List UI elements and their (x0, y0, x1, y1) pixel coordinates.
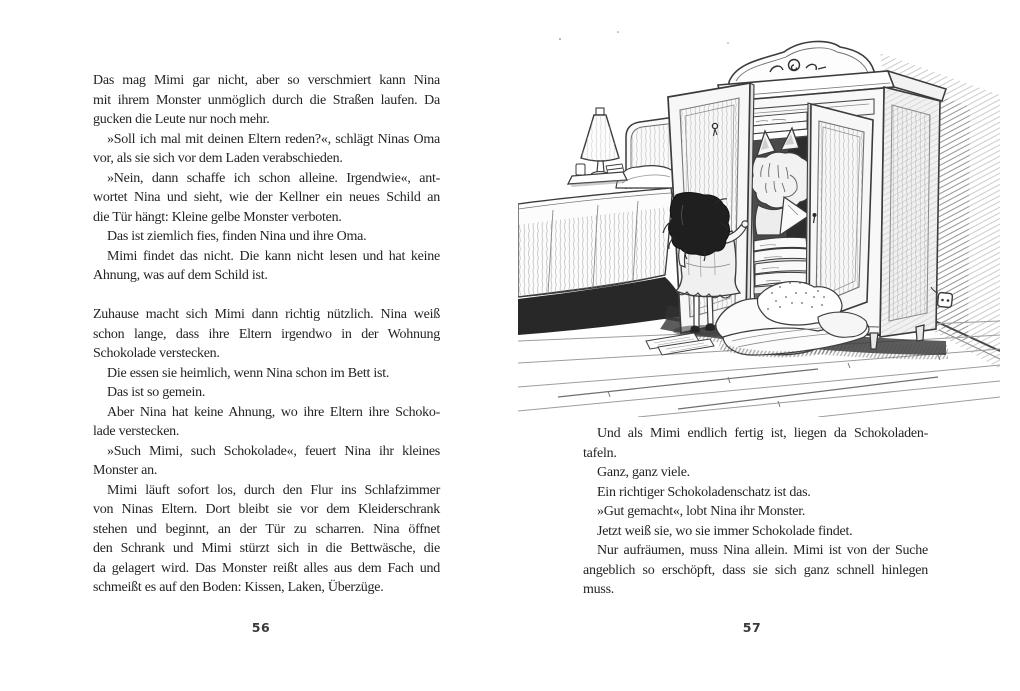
text-line: Mimi läuft sofort los, durch den Flur ins Schlafzimmer (107, 482, 440, 498)
text-line: Ganz, ganz viele. (597, 465, 690, 480)
section-break (93, 286, 440, 306)
page-56-number: 56 (251, 620, 271, 635)
text-line: wortet Nina und sieht, wie der Kellner ein neues Schild an (93, 190, 440, 205)
text-line: schon lange, dass ihre Eltern irgendwo in der Wohnung (93, 326, 440, 342)
text-line: Nur aufräumen, muss Nina allein. Mimi ist von der Suche (597, 543, 928, 558)
text-line: Schokolade verstecken. (93, 346, 220, 361)
text-line: »Nein, dann schaffe ich schon alleine. Irgendwie«, ant- (107, 170, 440, 186)
text-line: Ein richtiger Schokoladenschatz ist das. (597, 484, 811, 500)
text-line: den Schrank und Mimi stürzt sich in die Bettwäsche, die (93, 541, 440, 556)
text-line: »Such Mimi, such Schokolade«, feuert Nina ihr kleines (107, 443, 440, 459)
text-line: schmeißt es auf den Boden: Kissen, Laken, Überzüge. (93, 580, 384, 595)
text-line: die Tür hängt: Kleine gelbe Monster verboten. (93, 209, 342, 225)
nightstand (568, 108, 627, 187)
text-line: gucken die Leute nur noch mehr. (93, 112, 270, 127)
text-line: »Gut gemacht«, lobt Nina ihr Monster. (597, 504, 806, 519)
page-57-text (583, 424, 928, 600)
text-line: Mimi findet das nicht. Die kann nicht lesen und hat keine (107, 248, 440, 264)
page-56-text (93, 71, 440, 598)
text-line: Aber Nina hat keine Ahnung, wo ihre Eltern ihre Schoko- (107, 404, 440, 420)
text-line: tafeln. (583, 445, 617, 461)
text-line: da gelagert wird. Das Monster reißt alles aus dem Fach und (93, 560, 440, 576)
text-line: stehen und beginnt, an der Tür zu scharren. Nina öffnet (93, 521, 440, 537)
text-line: mit ihrem Monster unmöglich durch die Straßen laufen. Da (93, 92, 440, 108)
text-line: von Ninas Eltern. Dort bleibt sie vor dem Kleiderschrank (93, 502, 440, 517)
wardrobe-side-panel (880, 87, 940, 337)
text-line: Monster an. (93, 463, 158, 478)
text-line: Zuhause macht sich Mimi dann richtig nützlich. Nina weiß (93, 307, 440, 322)
text-line: angeblich so erschöpft, dass sie sich ganz schnell hinlegen (583, 562, 928, 578)
text-line: muss. (583, 582, 615, 597)
text-line: Jetzt weiß sie, wo sie immer Schokolade findet. (597, 523, 853, 539)
text-line: Und als Mimi endlich fertig ist, liegen da Schokoladen- (597, 426, 928, 441)
text-line: Das ist ziemlich fies, finden Nina und ihre Oma. (107, 229, 367, 244)
girl-leg-left (694, 293, 699, 327)
illustration-bedroom-wardrobe (518, 25, 1000, 417)
text-line: lade verstecken. (93, 424, 180, 439)
text-line: Ahnung, was auf dem Schild ist. (93, 268, 268, 283)
text-line: Das ist so gemein. (107, 385, 206, 400)
text-line: Das mag Mimi gar nicht, aber so verschmiert kann Nina (93, 73, 440, 88)
girl-hand (742, 221, 748, 227)
page-57-number: 57 (742, 620, 762, 635)
text-line: vor, als sie sich vor dem Laden verabschieden. (93, 151, 343, 166)
monster-head (751, 152, 812, 208)
text-line: »Soll ich mal mit deinen Eltern reden?«, schlägt Ninas Oma (107, 131, 440, 147)
text-line: Die essen sie heimlich, wenn Nina schon im Bett ist. (107, 365, 390, 381)
